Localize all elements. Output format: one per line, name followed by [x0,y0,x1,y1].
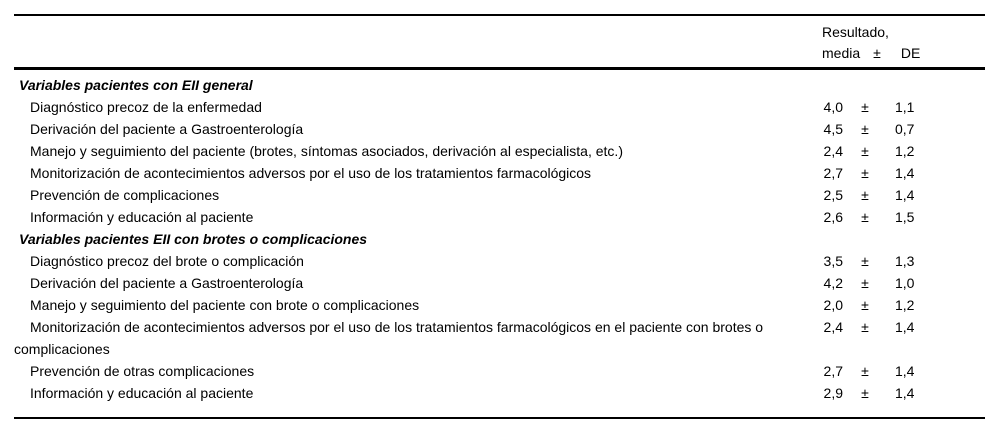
plus-minus-sign: ± [861,165,869,181]
section-title: Variables pacientes con EII general [19,77,253,93]
plus-minus-sign: ± [861,319,869,335]
row-media-value: 4,2 [823,275,843,291]
row-media-value: 2,4 [823,319,843,335]
table-row [14,162,985,184]
row-label: Información y educación al paciente [30,385,254,401]
row-label: Diagnóstico precoz del brote o complicación [30,253,304,269]
table-row [14,206,985,228]
results-table [14,14,985,419]
result-column-header [822,22,985,64]
section-title: Variables pacientes EII con brotes o complicaciones [19,231,368,247]
row-sd-value: 1,4 [895,165,915,181]
header-de-label: DE [900,45,921,61]
plus-minus-sign: ± [861,121,869,137]
plus-minus-sign: ± [873,45,881,61]
row-media-value: 2,7 [823,363,843,379]
row-label: Prevención de otras complicaciones [30,363,255,379]
row-label: Manejo y seguimiento del paciente con brote o complicaciones [30,297,420,313]
plus-minus-sign: ± [861,143,869,159]
row-media-value: 2,9 [823,385,843,401]
table-row [14,272,985,294]
row-sd-value: 1,4 [895,385,915,401]
header-line2 [822,43,985,64]
header-line1: Resultado, [822,24,889,40]
row-sd-value: 1,3 [895,253,915,269]
plus-minus-sign: ± [861,209,869,225]
row-label: Prevención de complicaciones [30,187,220,203]
plus-minus-sign: ± [861,275,869,291]
row-media-value: 2,6 [823,209,843,225]
table-body [14,70,985,417]
row-media-value: 3,5 [823,253,843,269]
plus-minus-sign: ± [861,253,869,269]
row-label: Diagnóstico precoz de la enfermedad [30,99,262,115]
row-sd-value: 1,2 [895,143,915,159]
row-media-value: 2,4 [823,143,843,159]
row-sd-value: 1,2 [895,297,915,313]
row-label: Derivación del paciente a Gastroenterología [30,275,304,291]
table-row [14,140,985,162]
table-header [14,16,985,67]
bottom-rule [14,417,985,419]
row-sd-value: 1,4 [895,187,915,203]
plus-minus-sign: ± [861,363,869,379]
row-label: Información y educación al paciente [30,209,254,225]
table-row [14,360,985,382]
table-row [14,316,985,360]
table-row [14,250,985,272]
row-media-value: 4,5 [823,121,843,137]
section-header-row [14,74,985,96]
row-sd-value: 1,4 [895,319,915,335]
table-row [14,118,985,140]
row-media-value: 2,0 [823,297,843,313]
row-media-value: 2,5 [823,187,843,203]
row-sd-value: 0,7 [895,121,915,137]
row-label: Derivación del paciente a Gastroenterología [30,121,304,137]
header-media-label: media [822,45,861,61]
row-label: Monitorización de acontecimientos adversos por el uso de los tratamientos farmacológicos en el paciente con brotes o complicaciones [14,319,764,357]
row-media-value: 4,0 [823,99,843,115]
row-sd-value: 1,1 [895,99,915,115]
table-row [14,184,985,206]
row-sd-value: 1,0 [895,275,915,291]
plus-minus-sign: ± [861,187,869,203]
row-label: Monitorización de acontecimientos adversos por el uso de los tratamientos farmacológicos [30,165,592,181]
row-sd-value: 1,5 [895,209,915,225]
table-row [14,294,985,316]
row-label: Manejo y seguimiento del paciente (brotes, síntomas asociados, derivación al especialista, etc.) [30,143,623,159]
table-row [14,96,985,118]
row-sd-value: 1,4 [895,363,915,379]
plus-minus-sign: ± [861,99,869,115]
plus-minus-sign: ± [861,385,869,401]
section-header-row [14,228,985,250]
table-row [14,382,985,404]
row-media-value: 2,7 [823,165,843,181]
plus-minus-sign: ± [861,297,869,313]
